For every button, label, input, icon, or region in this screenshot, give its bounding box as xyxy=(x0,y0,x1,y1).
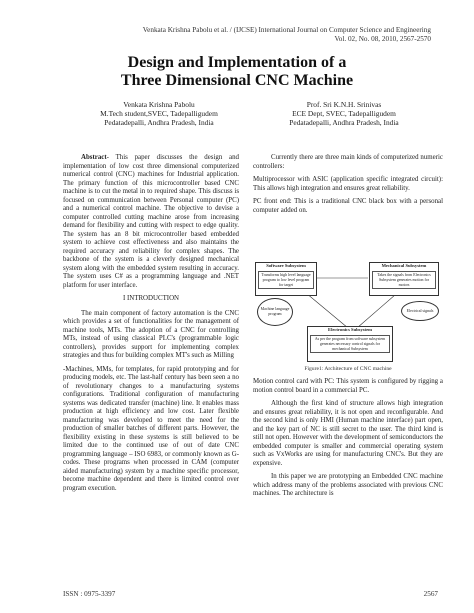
right-paragraph-4: Motion control card with PC: This system is configured by rigging a motion control board in a commercial PC. xyxy=(253,378,443,394)
electronics-subsystem-title: Electronics Subsystem xyxy=(328,327,372,332)
left-column xyxy=(63,154,239,498)
author-1-name: Venkata Krishna Pabolu xyxy=(123,100,195,109)
right-paragraph-1: Currently there are three main kinds of computerized numeric controllers: xyxy=(253,154,443,170)
author-1-affiliation: M.Tech student,SVEC, Tadepalligudem xyxy=(100,109,218,119)
header-line-1: Venkata Krishna Pabolu et al. / (IJCSE) International Journal on Computer Science and Engineering xyxy=(142,26,431,34)
software-subsystem-box xyxy=(255,262,317,296)
author-2-affiliation: ECE Dept, SVEC, Tadepalligudem xyxy=(292,109,396,119)
footer-issn: ISSN : 0975-3397 xyxy=(63,590,116,598)
software-subsystem-text: Transforms high level language program to low level program for target xyxy=(258,271,314,289)
mechanical-subsystem-text: Takes the signals from Electronics Subsystem generates motion for motors xyxy=(372,271,436,289)
abstract-paragraph xyxy=(63,154,239,290)
figure-caption: Figure1: Architecture of CNC machine xyxy=(304,366,392,372)
title-line-1: Design and Implementation of a xyxy=(127,54,347,71)
right-column-bottom xyxy=(253,378,443,504)
running-header xyxy=(143,26,431,44)
electronics-subsystem-box xyxy=(307,326,393,362)
author-2 xyxy=(249,100,439,128)
electronics-subsystem-text: As per the program from software subsystem generates necessary control signals for mechanical Subsystem xyxy=(310,335,390,353)
author-1-place: Pedatadepalli, Andhra Pradesh, India xyxy=(104,118,214,128)
machine-language-label: Machine language program xyxy=(260,307,290,316)
right-paragraph-2: Multiprocessor with ASIC (application specific integrated circuit): This allows high integration and ensures great reliability. xyxy=(253,176,443,192)
author-1 xyxy=(64,100,254,128)
right-paragraph-5: Although the first kind of structure allows high integration and ensures great reliability, it is not open and reconfigurable. And the second kind is only HMI (Human machine interface) part open, and the key part of NC is still secret to the user. The third kind is still not open. However with the development of semiconductors the embedded computer is smaller and commercial operating system such as VxWorks are using for manufacturing CNC's. But they are expensive. xyxy=(253,400,443,467)
title-line-2: Three Dimensional CNC Machine xyxy=(120,72,354,89)
mechanical-subsystem-box xyxy=(369,262,439,296)
intro-paragraph-2: -Machines, MMs, for templates, for rapid prototyping and for producing models, etc. The last-half century has been seen a no of revolutionary changes to a manufacturing systems configurations. Traditional configuration of manufacturing systems was dedicated transfer (machine) line. It enables mass production at high efficiency and low cost. Later flexible manufacturing was developed to meet the need for the production of smaller batches of different parts. However, the flexibility existing in these systems is still believed to be limited due to the continued use of out of date CNC programming language – ISO 6983, or commonly known as G- codes. These programs when processed in CAM (computer aided manufacturing) system by a machine specific processor, become machine dependent and there is limited control over program execution. xyxy=(63,365,239,492)
abstract-label: Abstract xyxy=(81,154,107,161)
electrical-signals-label: Electrical signals xyxy=(406,308,434,313)
right-column-top xyxy=(253,154,443,220)
intro-paragraph-1: The main component of factory automation is the CNC which provides a set of functionalities for the management of machine tools, MTs. The adoption of a CNC for controlling MTs, instead of using classical PLC's (programmable logic controllers), provides support for implementing complex strategies and thus for building complex MT's such as Milling xyxy=(63,309,239,359)
electrical-signals-oval xyxy=(401,301,439,321)
footer-page-number: 2567 xyxy=(423,590,438,598)
right-paragraph-6: In this paper we are prototyping an Embedded CNC machine which address many of the problems associated with previous CNC machines. The architecture is xyxy=(253,473,443,497)
abstract-text: - This paper discusses the design and implementation of low cost three dimensional computerized numerical control (CNC) machines for Industrial application. The primary function of this microcontroller based CNC machine is to cut the metal in to required shape. This discuss is focused on communication between Personal computer (PC) and a numerical control machine. The objective to devise a computer controlled cutting machine arose from increasing demand for flexibility and cutting with respect to edge quality. The system has an 8 bit microcontroller based embedded system to achieve cost effectiveness and also maintains the required accuracy and reliability for complex shapes. The backbone of the system is a cleverly designed mechanical system along with the embedded system resulting in accuracy. The system uses C# as a programming language and .NET platform for user interface. xyxy=(63,154,239,289)
author-2-place: Pedatadepalli, Andhra Pradesh, India xyxy=(289,118,399,128)
header-line-2: Vol. 02, No. 08, 2010, 2567-2570 xyxy=(334,35,431,43)
architecture-figure xyxy=(253,258,443,362)
mechanical-subsystem-title: Mechanical Subsystem xyxy=(381,263,427,268)
right-paragraph-3: PC front end: This is a traditional CNC black box with a personal computer added on. xyxy=(253,198,443,214)
machine-language-oval xyxy=(257,298,293,326)
paper-title xyxy=(0,54,474,90)
software-subsystem-title: Software Subsystem xyxy=(266,263,306,268)
section-heading-introduction: I INTRODUCTION xyxy=(122,295,180,302)
author-2-name: Prof. Sri K.N.H. Srinivas xyxy=(306,100,382,109)
